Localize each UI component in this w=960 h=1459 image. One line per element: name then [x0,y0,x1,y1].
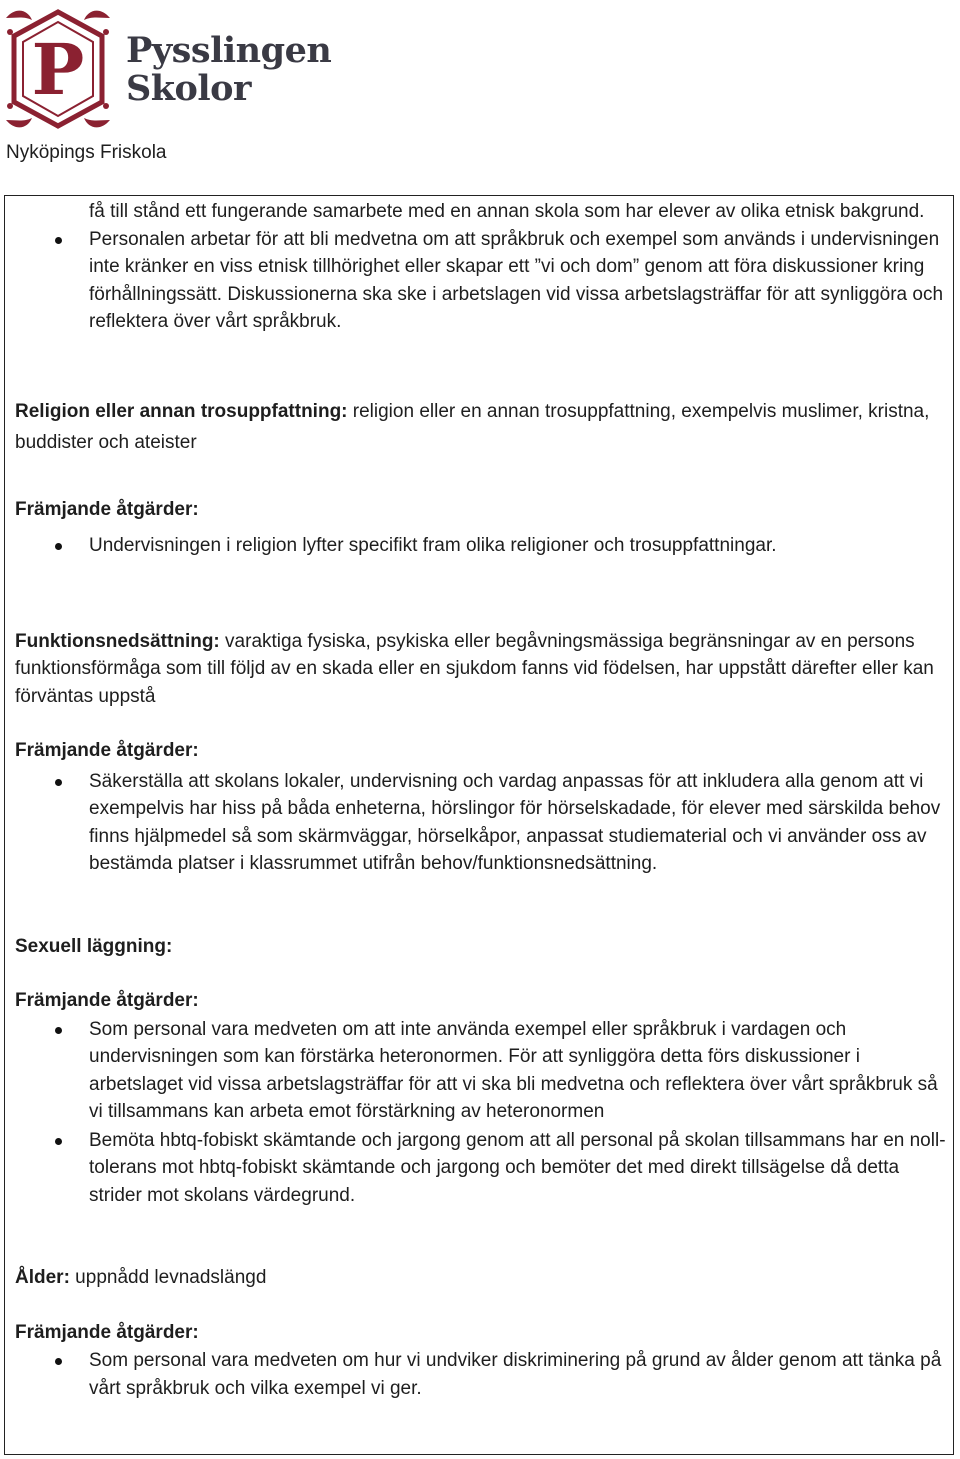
section-definition-text: varaktiga fysiska, psykiska eller begåvningsmässiga begränsningar av en persons funktionsförmåga som till följd av en skada eller en sjukdom fanns vid födelsen, har uppstått därefter eller kan förväntas uppstå [15,630,934,707]
document-body [15,195,950,1402]
section-disability-definition [15,628,950,711]
age-bullet-list [15,1347,950,1402]
list-item: Säkerställa att skolans lokaler, undervisning och vardag anpassas för att inkludera alla genom att vi exempelvis har hiss på båda enheterna, hörslingor för hörselskadade, för elever med särskilda behov finns hjälpmedel så som skärmväggar, hörselkåpor, anpassat studiematerial och vi använder oss av bestämda platser i klassrummet utifrån behov/funktionsnedsättning. [15,768,950,878]
orientation-bullet-list [15,1016,950,1210]
pysslingen-logo-icon [2,2,114,142]
logo-letter: P [31,28,85,111]
religion-bullet-list [15,532,950,560]
measures-heading: Främjande åtgärder: [15,740,199,761]
list-item: Undervisningen i religion lyfter specifikt fram olika religioner och trosuppfattningar. [15,532,950,560]
section-term: Ålder: [15,1267,70,1288]
brand-name [126,32,331,108]
section-term: Funktionsnedsättning: [15,630,220,652]
intro-bullet-list [15,198,950,336]
list-item: Som personal vara medveten om att inte använda exempel eller språkbruk i vardagen och undervisningen som kan förstärka heteronormen. För att synliggöra detta förs diskussioner i arbetslaget vid vissa arbetslagsträffar för att vi ska bli medvetna och reflektera över vårt språkbruk så vi tillsammans kan arbeta emot förstärkning av heteronormen [15,1016,950,1126]
measures-heading: Främjande åtgärder: [15,498,199,520]
measures-heading: Främjande åtgärder: [15,990,199,1011]
section-age-definition [15,1264,950,1292]
brand-line-2: Skolor [126,68,251,109]
brand-line-1: Pysslingen [126,30,332,71]
school-name: Nyköpings Friskola [6,142,167,163]
list-item: Som personal vara medveten om hur vi undviker diskriminering på grund av ålder genom att tänka på vårt språkbruk och vilka exempel vi ger. [15,1347,950,1402]
section-religion-definition [15,396,950,458]
measures-heading: Främjande åtgärder: [15,1321,199,1343]
section-definition-text: uppnådd levnadslängd [69,1267,267,1288]
section-definition-text: religion eller en annan trosuppfattning, exempelvis muslimer, kristna, buddister och ateister [15,400,930,453]
disability-bullet-list [15,768,950,878]
section-orientation-term: Sexuell läggning: [15,935,173,957]
list-item: få till stånd ett fungerande samarbete med en annan skola som har elever av olika etnisk bakgrund. [89,201,925,222]
list-item: Bemöta hbtq-fobiskt skämtande och jargong genom att all personal på skolan tillsammans har en noll-tolerans mot hbtq-fobiskt skämtande och jargong och bemöter det med direkt tillsägelse då detta strider mot skolans värdegrund. [15,1127,950,1210]
page-header [0,0,960,180]
list-item: Personalen arbetar för att bli medvetna om att språkbruk och exempel som används i undervisningen inte kränker en viss etnisk tillhörighet eller skapar ett ”vi och dom” genom att föra diskussioner kring förhållningssätt. Diskussionerna ska ske i arbetslagen vid vissa arbetslagsträffar för att synliggöra och reflektera över vårt språkbruk. [15,226,950,336]
section-term: Religion eller annan trosuppfattning: [15,400,348,422]
